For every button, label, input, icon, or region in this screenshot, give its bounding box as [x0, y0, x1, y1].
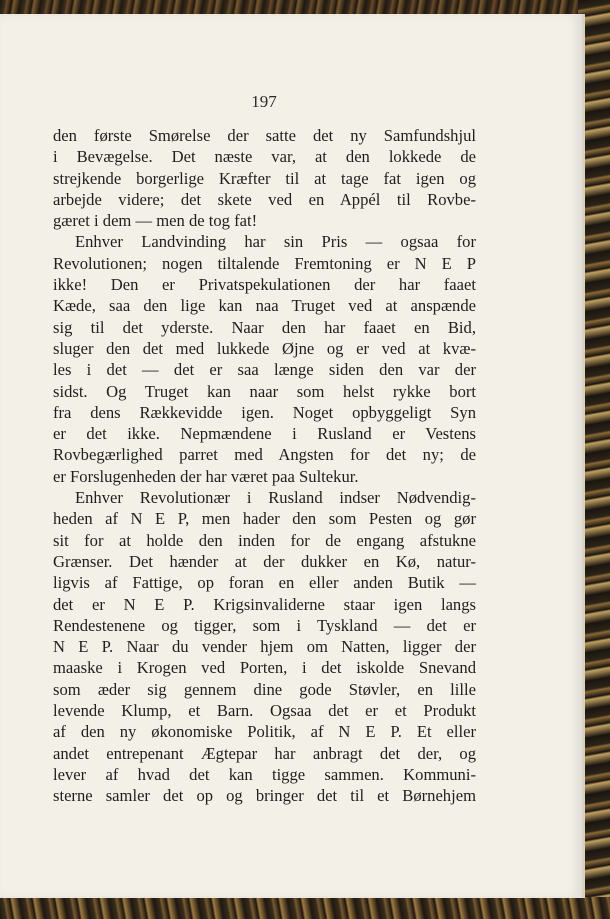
text-line: Enhver Revolutionær i Rusland indser Nødvendig- [75, 488, 476, 508]
text-line: Kæde, saa den lige kan naa Truget ved at anspænde [53, 296, 476, 316]
text-line: er det ikke. Nepmændene i Rusland er Vestens [53, 424, 476, 444]
text-line: arbejde videre; det skete ved en Appél til Rovbe- [53, 189, 476, 209]
text-line: af den ny økonomiske Politik, af N E P. Et eller [53, 722, 476, 742]
text-line: strejkende borgerlige Kræfter til at tage fat igen og [53, 168, 476, 188]
text-line: Revolutionen; nogen tiltalende Fremtoning er N E P [53, 253, 476, 273]
text-line: fra dens Rækkevidde igen. Noget opbyggeligt Syn [53, 402, 476, 422]
text-line: i Bevægelse. Det næste var, at den lokkede de [53, 147, 476, 167]
text-line: N E P. Naar du vender hjem om Natten, ligger der [53, 637, 476, 657]
text-line: Rendestenene og tigger, som i Tyskland — det er [53, 615, 476, 635]
text-line: sluger den det med lukkede Øjne og er ved at kvæ- [53, 338, 476, 358]
text-line: det er N E P. Krigsinvaliderne staar igen langs [53, 594, 476, 614]
text-line: andet entrepenant Ægtepar har anbragt det der, og [53, 743, 476, 763]
text-line: Rovbegærlighed parret med Angsten for det ny; de [53, 445, 476, 465]
text-line: ikke! Den er Privatspekulationen der har faaet [53, 275, 476, 295]
text-line: gæret i dem — men de tog fat! [53, 211, 258, 231]
text-line: ligvis af Fattige, op foran en eller anden Butik — [53, 573, 476, 593]
text-line: maaske i Krogen ved Porten, i det iskolde Snevand [53, 658, 476, 678]
text-line: er Forslugenheden der har været paa Sultekur. [53, 466, 359, 486]
text-line: sit for at holde den inden for de engang afstukne [53, 530, 476, 550]
text-line: levende Klump, et Barn. Ogsaa det er et Produkt [53, 701, 476, 721]
text-line: sig til det yderste. Naar den har faaet en Bid, [53, 317, 476, 337]
text-line: den første Smørelse der satte det ny Samfundshjul [53, 126, 476, 145]
page-number: 197 [251, 92, 277, 111]
book-edge-bottom [0, 897, 610, 919]
text-line: lever af hvad det kan tigge sammen. Kommuni- [53, 764, 476, 784]
text-line: heden af N E P, men hader den som Pesten og gør [53, 509, 476, 529]
text-line: les i det — det er saa længe siden den var der [53, 360, 476, 380]
text-line: som æder sig gennem dine gode Støvler, en lille [53, 679, 476, 699]
body-text [53, 125, 476, 807]
text-line: sterne samler det op og bringer det til et Børnehjem [53, 786, 476, 806]
text-line: Enhver Landvinding har sin Pris — ogsaa for [75, 232, 476, 252]
book-page [0, 14, 585, 898]
text-line: Grænser. Det hænder at der dukker en Kø, natur- [53, 551, 476, 571]
text-line: sidst. Og Truget kan naar som helst rykke bort [53, 381, 476, 401]
